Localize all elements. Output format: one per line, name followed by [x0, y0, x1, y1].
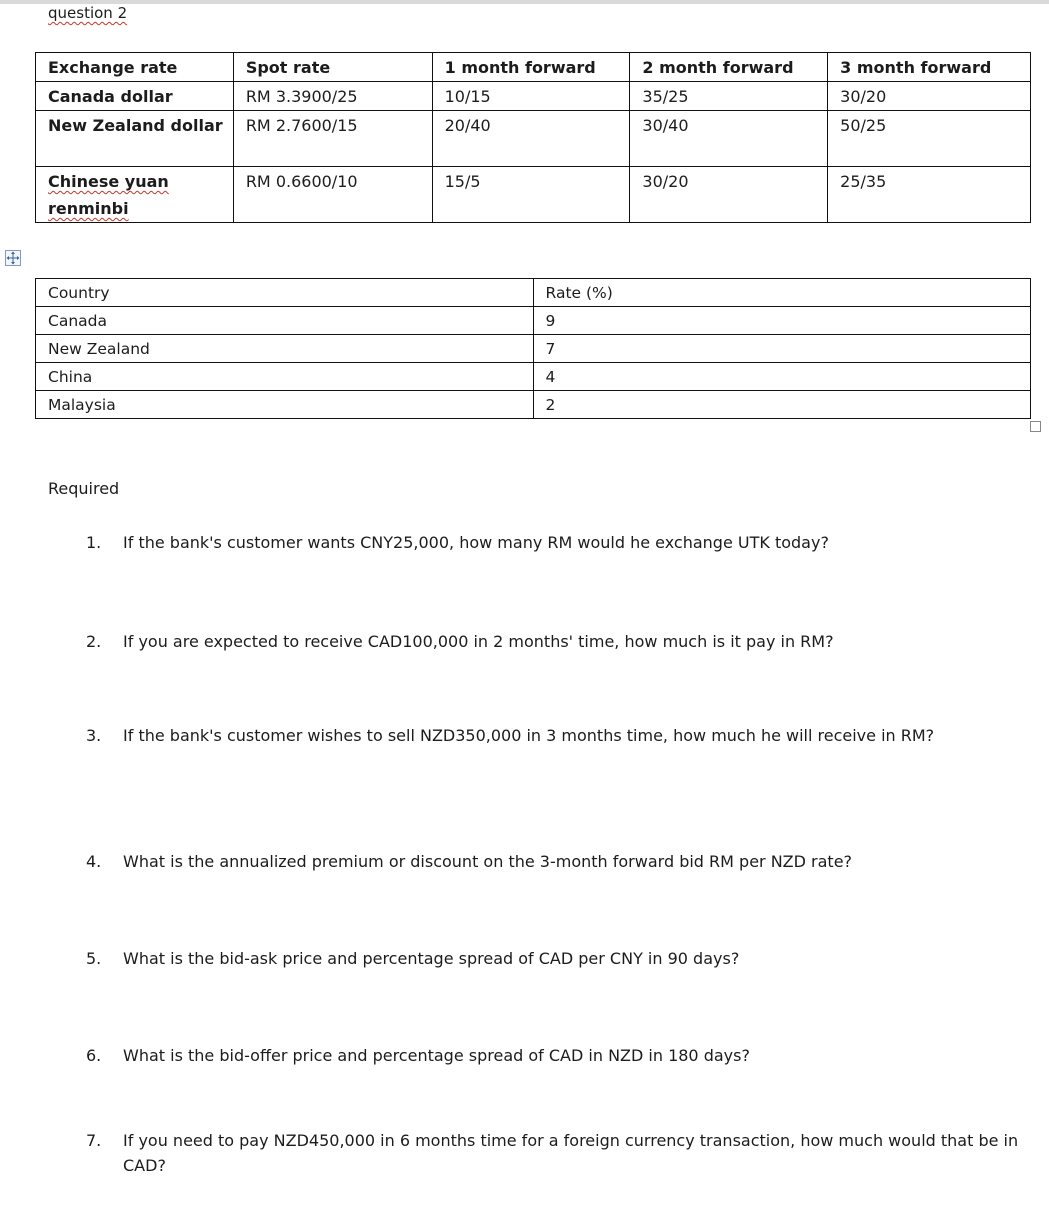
question-item — [86, 723, 1026, 748]
currency-name-text: Chinese yuan renminbi — [48, 172, 169, 218]
forward-1m-cell: 20/40 — [432, 111, 630, 167]
header-spot-rate: Spot rate — [233, 53, 432, 82]
question-text: What is the bid-offer price and percentage spread of CAD in NZD in 180 days? — [123, 1046, 750, 1065]
question-number: 2. — [86, 632, 102, 651]
header-2-month-forward: 2 month forward — [630, 53, 828, 82]
forward-2m-cell: 30/40 — [630, 111, 828, 167]
question-text: What is the annualized premium or discount on the 3-month forward bid RM per NZD rate? — [123, 852, 853, 871]
table-row — [36, 391, 1031, 419]
question-text: If the bank's customer wants CNY25,000, how many RM would he exchange UTK today? — [123, 533, 829, 552]
question-text: If you are expected to receive CAD100,000 in 2 months' time, how much is it pay in RM? — [123, 632, 834, 651]
table-header-row — [36, 279, 1031, 307]
table-row — [36, 82, 1031, 111]
interest-rate-table — [35, 278, 1031, 419]
currency-name: New Zealand dollar — [36, 111, 234, 167]
table-row — [36, 167, 1031, 223]
question-text: What is the bid-ask price and percentage spread of CAD per CNY in 90 days? — [123, 949, 740, 968]
country-cell: New Zealand — [36, 335, 534, 363]
question-text: If you need to pay NZD450,000 in 6 months time for a foreign currency transaction, how much would that be in CAD? — [123, 1131, 1019, 1175]
forward-3m-cell: 50/25 — [828, 111, 1031, 167]
country-cell: Canada — [36, 307, 534, 335]
rate-cell: 9 — [533, 307, 1030, 335]
exchange-rate-table — [35, 52, 1031, 223]
rate-cell: 7 — [533, 335, 1030, 363]
forward-3m-cell: 30/20 — [828, 82, 1031, 111]
currency-name: Canada dollar — [36, 82, 234, 111]
question-heading — [48, 3, 127, 23]
question-text: If the bank's customer wishes to sell NZD350,000 in 3 months time, how much he will receive in RM? — [123, 726, 935, 745]
header-exchange-rate: Exchange rate — [36, 53, 234, 82]
question-number: 6. — [86, 1046, 102, 1065]
required-label: Required — [48, 479, 120, 498]
table-row — [36, 111, 1031, 167]
header-country: Country — [36, 279, 534, 307]
spot-rate-cell: RM 2.7600/15 — [233, 111, 432, 167]
table-move-handle-icon[interactable] — [5, 250, 21, 266]
forward-2m-cell: 35/25 — [630, 82, 828, 111]
table-row — [36, 363, 1031, 391]
forward-2m-cell: 30/20 — [630, 167, 828, 223]
forward-1m-cell: 15/5 — [432, 167, 630, 223]
header-1-month-forward: 1 month forward — [432, 53, 630, 82]
question-number: 7. — [86, 1131, 102, 1150]
table-row — [36, 335, 1031, 363]
question-item — [86, 1128, 1026, 1178]
table-header-row — [36, 53, 1031, 82]
spot-rate-cell: RM 3.3900/25 — [233, 82, 432, 111]
question-number: 4. — [86, 852, 102, 871]
question-number: 3. — [86, 726, 102, 745]
header-rate: Rate (%) — [533, 279, 1030, 307]
table-row — [36, 307, 1031, 335]
country-cell: Malaysia — [36, 391, 534, 419]
question-number: 5. — [86, 949, 102, 968]
question-number: 1. — [86, 533, 102, 552]
question-item — [86, 1043, 1026, 1068]
question-item — [86, 946, 1026, 971]
rate-cell: 4 — [533, 363, 1030, 391]
rate-cell: 2 — [533, 391, 1030, 419]
question-item — [86, 629, 1026, 654]
country-cell: China — [36, 363, 534, 391]
question-heading-text: question 2 — [48, 4, 128, 22]
question-item — [86, 530, 1026, 555]
forward-1m-cell: 10/15 — [432, 82, 630, 111]
table-resize-handle-icon[interactable] — [1030, 421, 1041, 432]
question-item — [86, 849, 1026, 874]
window-top-edge — [0, 0, 1049, 4]
header-3-month-forward: 3 month forward — [828, 53, 1031, 82]
spot-rate-cell: RM 0.6600/10 — [233, 167, 432, 223]
currency-name — [36, 167, 234, 223]
forward-3m-cell: 25/35 — [828, 167, 1031, 223]
